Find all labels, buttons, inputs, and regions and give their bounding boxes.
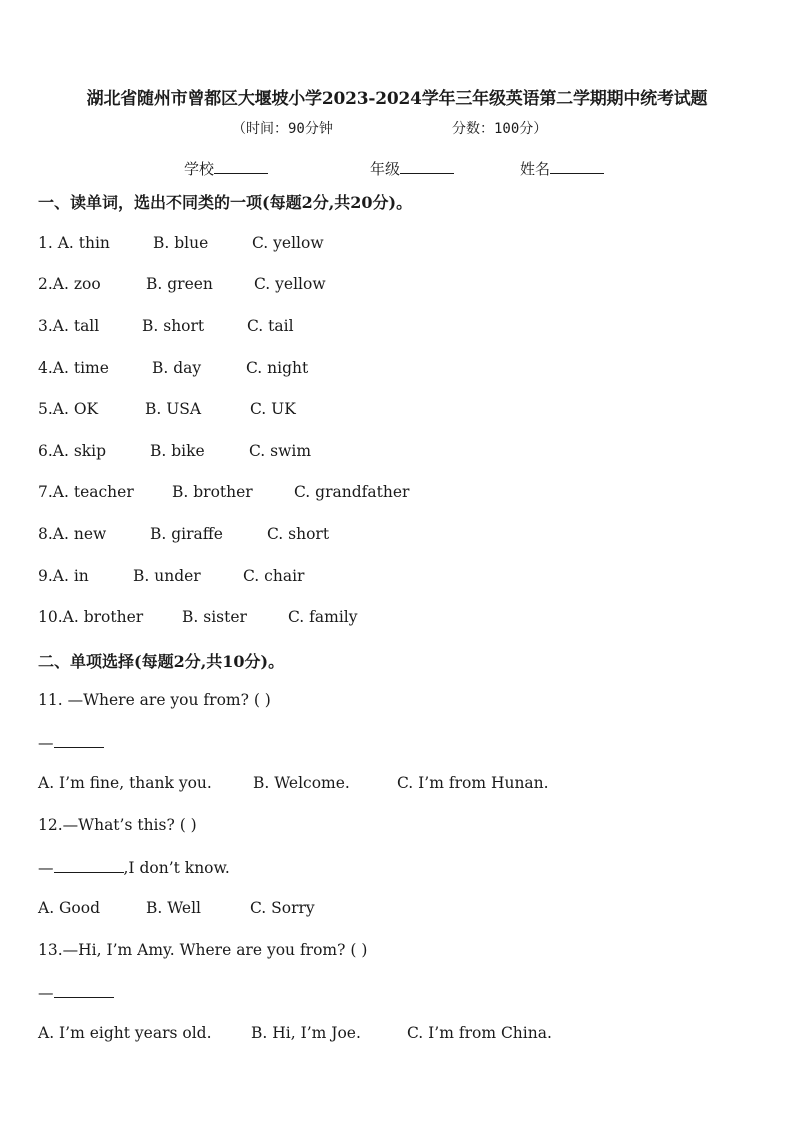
question-7-option-b[interactable]: B. brother [172, 483, 253, 501]
exam-title: 湖北省随州市曾都区大堰坡小学2023-2024学年三年级英语第二学期期中统考试题 [86, 89, 708, 109]
question-12-answer-blank[interactable] [54, 858, 124, 873]
question-12-reply-text: ,I don’t know. [123, 859, 230, 877]
school-blank[interactable] [214, 159, 268, 174]
grade-field[interactable] [370, 158, 454, 179]
question-13-option-b[interactable]: B. Hi, I’m Joe. [251, 1024, 361, 1042]
question-11-reply-dash: — [38, 734, 54, 752]
question-6-option-a[interactable]: 6.A. skip [38, 442, 107, 460]
question-8-option-a[interactable]: 8.A. new [38, 525, 107, 543]
exam-time: （时间：90分钟 [232, 121, 333, 137]
question-7-option-a[interactable]: 7.A. teacher [38, 483, 134, 501]
question-1-option-a[interactable]: 1. A. thin [38, 234, 110, 252]
question-9-option-b[interactable]: B. under [133, 567, 201, 585]
question-12-prompt: 12.—What’s this? ( ) [38, 816, 197, 834]
question-13-answer-blank[interactable] [54, 983, 114, 998]
question-12-option-b[interactable]: B. Well [146, 899, 201, 917]
name-blank[interactable] [550, 159, 604, 174]
question-10-option-a[interactable]: 10.A. brother [38, 608, 144, 626]
grade-label: 年级 [370, 160, 401, 178]
question-8-option-b[interactable]: B. giraffe [150, 525, 223, 543]
school-field[interactable] [184, 158, 268, 179]
grade-blank[interactable] [400, 159, 454, 174]
question-9-option-c[interactable]: C. chair [243, 567, 305, 585]
question-5-option-c[interactable]: C. UK [250, 400, 296, 418]
question-11-prompt: 11. —Where are you from? ( ) [38, 691, 271, 709]
question-12-option-c[interactable]: C. Sorry [250, 899, 315, 917]
question-12-reply-dash: — [38, 859, 54, 877]
question-10-option-c[interactable]: C. family [288, 608, 358, 626]
section-2-heading: 二、单项选择(每题2分,共10分)。 [38, 652, 285, 671]
question-11-option-c[interactable]: C. I’m from Hunan. [397, 774, 549, 792]
question-2-option-b[interactable]: B. green [146, 275, 213, 293]
question-2-option-a[interactable]: 2.A. zoo [38, 275, 101, 293]
question-13-option-c[interactable]: C. I’m from China. [407, 1024, 552, 1042]
question-5-option-b[interactable]: B. USA [145, 400, 202, 418]
student-info-fields [0, 158, 794, 182]
name-field[interactable] [520, 158, 604, 179]
exam-info [232, 118, 572, 138]
question-11-option-a[interactable]: A. I’m fine, thank you. [38, 774, 212, 792]
question-13-reply [38, 983, 114, 1002]
question-2-option-c[interactable]: C. yellow [254, 275, 326, 293]
question-6-option-b[interactable]: B. bike [150, 442, 205, 460]
question-13-prompt: 13.—Hi, I’m Amy. Where are you from? ( ) [38, 941, 368, 959]
question-4-option-b[interactable]: B. day [152, 359, 202, 377]
question-11-answer-blank[interactable] [54, 733, 104, 748]
question-1-option-b[interactable]: B. blue [153, 234, 209, 252]
question-4-option-c[interactable]: C. night [246, 359, 309, 377]
question-3-option-a[interactable]: 3.A. tall [38, 317, 100, 335]
section-1-heading: 一、读单词，选出不同类的一项(每题2分,共20分)。 [38, 193, 413, 212]
name-label: 姓名 [520, 160, 551, 178]
exam-score: 分数：100分） [452, 121, 548, 137]
question-8-option-c[interactable]: C. short [267, 525, 330, 543]
question-12-reply [38, 858, 230, 877]
question-9-option-a[interactable]: 9.A. in [38, 567, 89, 585]
question-11-option-b[interactable]: B. Welcome. [253, 774, 350, 792]
school-label: 学校 [184, 160, 215, 178]
question-13-reply-dash: — [38, 984, 54, 1002]
question-10-option-b[interactable]: B. sister [182, 608, 247, 626]
question-4-option-a[interactable]: 4.A. time [38, 359, 109, 377]
question-12-option-a[interactable]: A. Good [38, 899, 101, 917]
question-3-option-c[interactable]: C. tail [247, 317, 294, 335]
question-7-option-c[interactable]: C. grandfather [294, 483, 410, 501]
question-13-option-a[interactable]: A. I’m eight years old. [38, 1024, 212, 1042]
question-5-option-a[interactable]: 5.A. OK [38, 400, 99, 418]
question-1-option-c[interactable]: C. yellow [252, 234, 324, 252]
question-6-option-c[interactable]: C. swim [249, 442, 312, 460]
question-11-reply [38, 733, 104, 752]
question-3-option-b[interactable]: B. short [142, 317, 205, 335]
